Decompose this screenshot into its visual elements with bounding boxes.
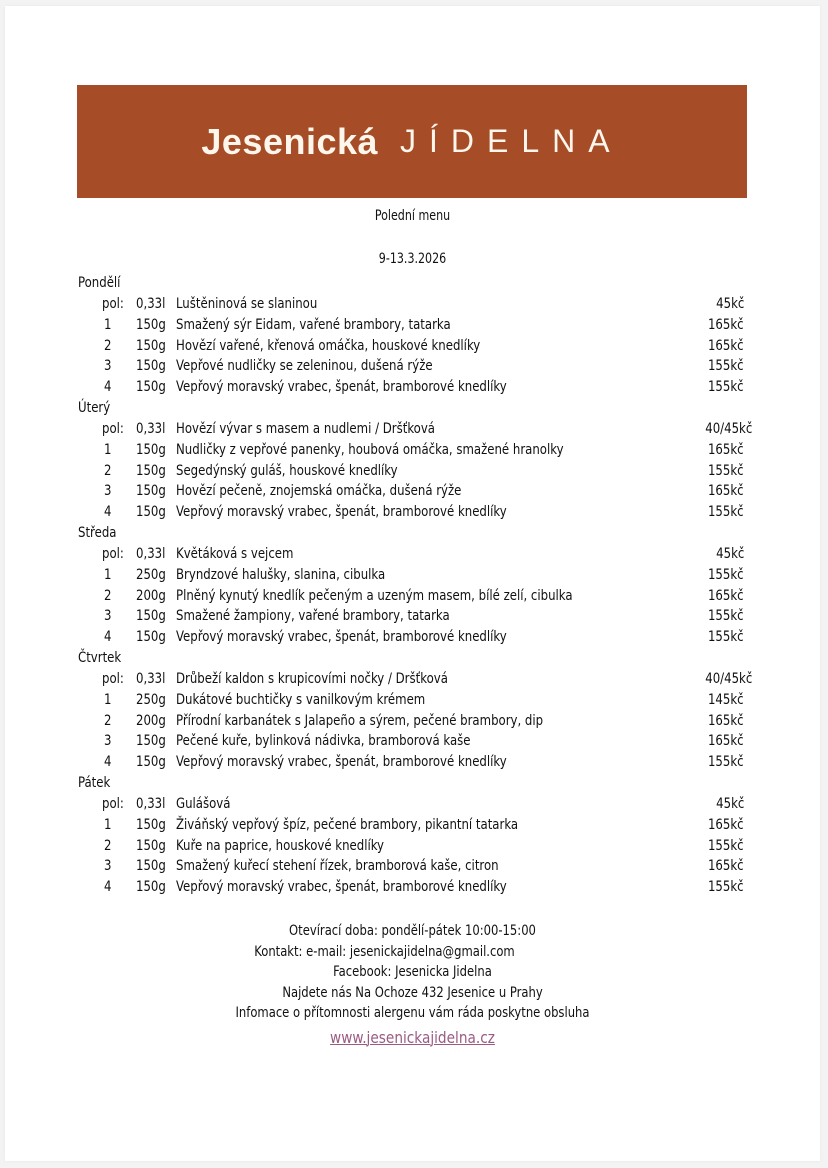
item-number: 1 [104, 691, 112, 708]
item-quantity: 150g [136, 733, 166, 750]
item-price: 165kč [708, 712, 744, 729]
menu-item-row [78, 669, 758, 690]
item-quantity: 0,33l [136, 795, 166, 812]
item-number: 4 [104, 379, 112, 396]
item-number: 3 [104, 608, 112, 625]
day-section [78, 523, 758, 648]
item-description: Dukátové buchtičky s vanilkovým krémem [176, 691, 426, 708]
item-description: Vepřový moravský vrabec, špenát, bramborové knedlíky [176, 504, 507, 521]
item-quantity: 0,33l [136, 670, 166, 687]
item-quantity: 150g [136, 816, 166, 833]
item-quantity: 150g [136, 858, 166, 875]
day-section [78, 648, 758, 773]
item-description: Přírodní karbanátek s Jalapeño a sýrem, pečené brambory, dip [176, 712, 544, 729]
item-number: 1 [104, 316, 112, 333]
item-price: 155kč [708, 358, 744, 375]
item-number: 3 [104, 358, 112, 375]
item-quantity: 0,33l [136, 545, 166, 562]
item-quantity: 150g [136, 879, 166, 896]
item-price: 155kč [708, 837, 744, 854]
menu-item-row [78, 440, 758, 461]
menu-item-row [78, 794, 758, 815]
item-price: 165kč [708, 316, 744, 333]
item-price: 165kč [708, 483, 744, 500]
item-price: 145kč [708, 691, 744, 708]
item-number: 2 [104, 837, 112, 854]
contact-email: Kontakt: e-mail: jesenickajidelna@gmail.com [254, 943, 515, 960]
item-price: 165kč [708, 441, 744, 458]
allergen-notice: Infomace o přítomnosti alergenu vám ráda poskytne obsluha [235, 1005, 590, 1021]
menu-item-row [78, 752, 758, 773]
item-number: 4 [104, 754, 112, 771]
item-price: 165kč [708, 337, 744, 354]
menu-date-range: 9-13.3.2026 [378, 251, 447, 267]
item-description: Smažený sýr Eidam, vařené brambory, tatarka [176, 316, 451, 333]
menu-item-row [78, 690, 758, 711]
item-quantity: 150g [136, 837, 166, 854]
item-price: 165kč [708, 733, 744, 750]
item-price: 45kč [715, 296, 744, 312]
item-price: 40/45kč [704, 670, 752, 687]
menu-item-row [78, 856, 758, 877]
item-description: Hovězí vývar s masem a nudlemi / Dršťková [176, 420, 436, 437]
item-description: Hovězí vařené, křenová omáčka, houskové knedlíky [176, 337, 481, 354]
item-quantity: 200g [136, 587, 166, 604]
item-quantity: 150g [136, 379, 166, 396]
menu-item-row [78, 502, 758, 523]
day-section [78, 773, 758, 898]
item-description: Drůbeží kaldon s krupicovími nočky / Dršťková [176, 670, 448, 687]
item-quantity: 250g [136, 566, 166, 583]
banner-title-bold: Jesenická [201, 120, 379, 162]
menu-item-row [78, 419, 758, 440]
day-section [78, 398, 758, 523]
item-quantity: 150g [136, 754, 166, 771]
item-number: 3 [104, 483, 112, 500]
day-heading: Pondělí [78, 275, 121, 291]
item-quantity: 150g [136, 337, 166, 354]
restaurant-banner [77, 85, 747, 198]
facebook-info: Facebook: Jesenicka Jidelna [333, 964, 492, 980]
day-heading: Úterý [78, 399, 111, 416]
item-description: Smažený kuřecí stehení řízek, bramborová kaše, citron [176, 858, 499, 875]
menu-item-row [78, 815, 758, 836]
opening-hours: Otevírací doba: pondělí-pátek 10:00-15:00 [289, 923, 536, 939]
item-quantity: 150g [136, 441, 166, 458]
menu-item-row [78, 836, 758, 857]
item-number: 1 [104, 566, 112, 583]
day-section [78, 273, 758, 398]
item-number: 4 [104, 629, 112, 646]
item-quantity: 150g [136, 608, 166, 625]
menu-item-row [78, 711, 758, 732]
item-price: 165kč [708, 587, 744, 604]
item-description: Gulášová [176, 795, 231, 812]
menu-item-row [78, 315, 758, 336]
footer-info [5, 921, 820, 1047]
item-description: Kuře na paprice, houskové knedlíky [176, 837, 384, 854]
item-quantity: 150g [136, 462, 166, 479]
item-description: Vepřové nudličky se zeleninou, dušená rýže [176, 358, 433, 375]
item-number: 2 [104, 587, 112, 604]
menu-sheet [5, 6, 820, 1161]
item-price: 40/45kč [704, 420, 752, 437]
item-price: 155kč [708, 379, 744, 396]
item-price: 155kč [708, 504, 744, 521]
item-number: 3 [104, 858, 112, 875]
item-number: pol: [102, 545, 124, 562]
item-description: Vepřový moravský vrabec, špenát, bramborové knedlíky [176, 629, 507, 646]
item-number: pol: [102, 795, 124, 812]
item-number: 3 [104, 733, 112, 750]
item-description: Vepřový moravský vrabec, špenát, bramborové knedlíky [176, 879, 507, 896]
menu-subtitle: Polední menu [374, 208, 451, 224]
day-heading: Čtvrtek [78, 649, 122, 666]
item-price: 155kč [708, 754, 744, 771]
item-quantity: 150g [136, 483, 166, 500]
item-description: Květáková s vejcem [176, 545, 294, 562]
item-number: 4 [104, 879, 112, 896]
menu-item-row [78, 294, 758, 315]
item-description: Vepřový moravský vrabec, špenát, bramborové knedlíky [176, 754, 507, 771]
item-number: 2 [104, 712, 112, 729]
item-price: 155kč [708, 608, 744, 625]
item-number: 4 [104, 504, 112, 521]
item-description: Bryndzové halušky, slanina, cibulka [176, 566, 386, 583]
website-link[interactable]: www.jesenickajidelna.cz [330, 1027, 495, 1047]
item-description: Živáňský vepřový špíz, pečené brambory, pikantní tatarka [176, 816, 519, 833]
item-number: pol: [102, 670, 124, 687]
menu-item-row [78, 586, 758, 607]
item-quantity: 150g [136, 504, 166, 521]
banner-title-light: JÍDELNA [400, 123, 623, 159]
item-quantity: 200g [136, 712, 166, 729]
menu-item-row [78, 481, 758, 502]
menu-item-row [78, 565, 758, 586]
item-price: 165kč [708, 858, 744, 875]
item-quantity: 150g [136, 316, 166, 333]
menu-item-row [78, 336, 758, 357]
item-number: 1 [104, 441, 112, 458]
item-description: Segedýnský guláš, houskové knedlíky [176, 462, 398, 479]
address: Najdete nás Na Ochoze 432 Jesenice u Prahy [282, 984, 543, 1001]
item-price: 45kč [715, 545, 744, 562]
menu-item-row [78, 877, 758, 898]
item-quantity: 0,33l [136, 296, 166, 312]
menu-item-row [78, 461, 758, 482]
menu-item-row [78, 606, 758, 627]
item-price: 45kč [715, 795, 744, 812]
item-number: 2 [104, 462, 112, 479]
item-quantity: 150g [136, 358, 166, 375]
item-number: 2 [104, 337, 112, 354]
item-price: 155kč [708, 566, 744, 583]
item-description: Plněný kynutý knedlík pečeným a uzeným masem, bílé zelí, cibulka [176, 587, 573, 604]
item-quantity: 250g [136, 691, 166, 708]
day-heading: Pátek [78, 774, 111, 791]
menu-item-row [78, 356, 758, 377]
item-description: Vepřový moravský vrabec, špenát, bramborové knedlíky [176, 379, 507, 396]
item-number: 1 [104, 816, 112, 833]
item-description: Nudličky z vepřové panenky, houbová omáčka, smažené hranolky [176, 441, 564, 458]
item-quantity: 150g [136, 629, 166, 646]
item-description: Pečené kuře, bylinková nádivka, bramborová kaše [176, 733, 471, 750]
item-description: Smažené žampiony, vařené brambory, tatarka [176, 608, 450, 625]
menu-item-row [78, 544, 758, 565]
weekly-menu [78, 273, 758, 898]
menu-item-row [78, 627, 758, 648]
item-quantity: 0,33l [136, 420, 166, 437]
item-price: 155kč [708, 462, 744, 479]
item-description: Luštěninová se slaninou [176, 296, 318, 312]
item-description: Hovězí pečeně, znojemská omáčka, dušená rýže [176, 483, 462, 500]
item-number: pol: [102, 420, 124, 437]
menu-item-row [78, 377, 758, 398]
item-price: 155kč [708, 879, 744, 896]
item-number: pol: [102, 296, 124, 312]
item-price: 155kč [708, 629, 744, 646]
day-heading: Středa [78, 524, 117, 541]
menu-item-row [78, 731, 758, 752]
item-price: 165kč [708, 816, 744, 833]
